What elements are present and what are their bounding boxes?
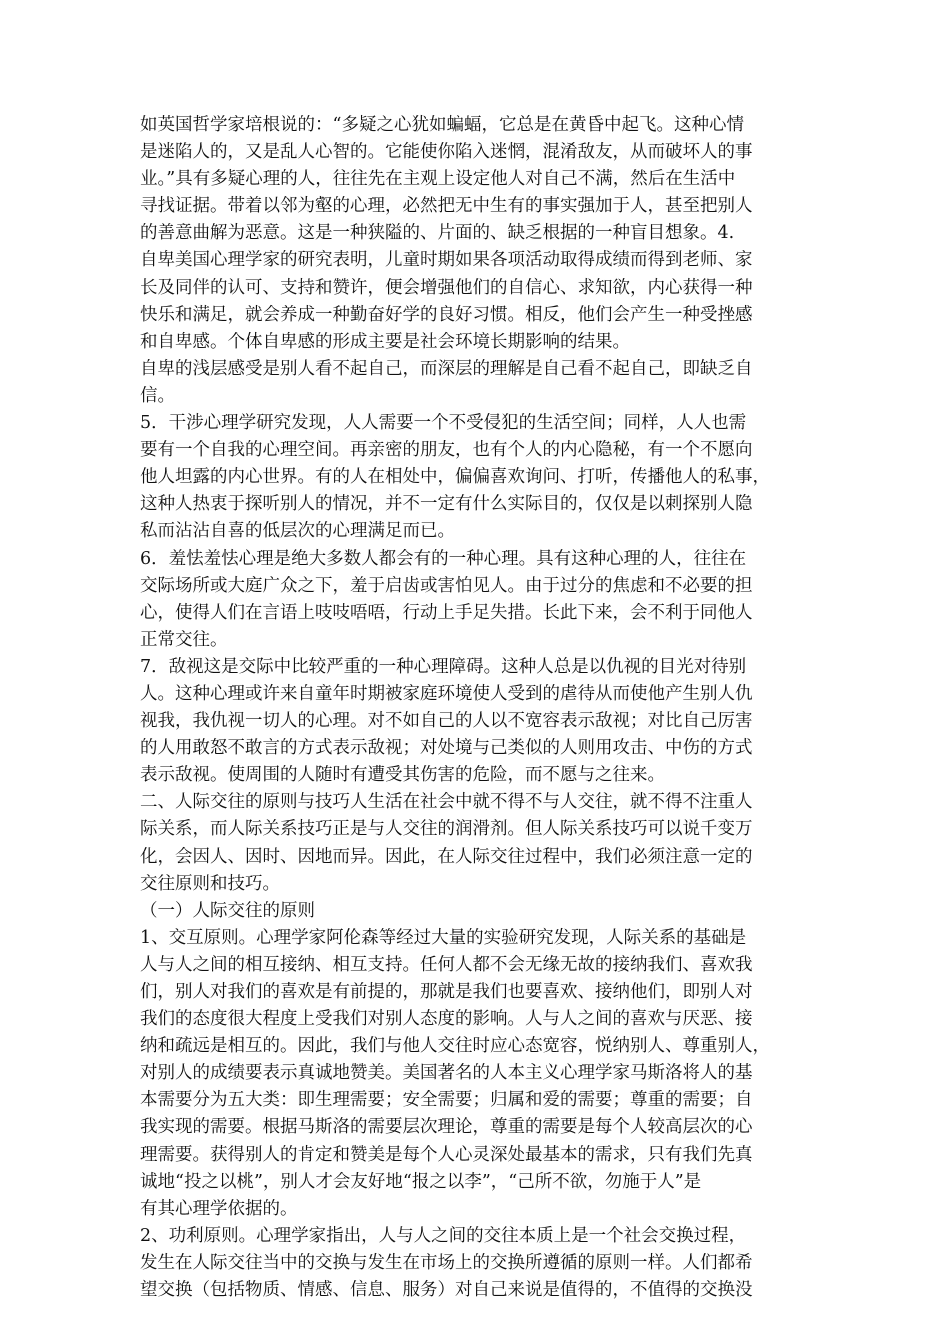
text-line: 际关系，而人际关系技巧正是与人交往的润滑剂。但人际关系技巧可以说千变万: [140, 819, 753, 840]
text-line: 这种人热衷于探听别人的情况，并不一定有什么实际目的，仅仅是以刺探别人隐: [140, 494, 753, 515]
text-line: 自卑的浅层感受是别人看不起自己，而深层的理解是自己看不起自己，即缺乏自: [140, 358, 753, 379]
text-line: 的人用敢怒不敢言的方式表示敌视；对处境与己类似的人则用攻击、中伤的方式: [140, 738, 753, 759]
text-line: 化，会因人、因时、因地而异。因此，在人际交往过程中，我们必须注意一定的: [140, 846, 753, 867]
text-line: 寻找证据。带着以邻为壑的心理，必然把无中生有的事实强加于人，甚至把别人: [140, 196, 753, 217]
text-line: 纳和疏远是相互的。因此，我们与他人交往时应心态宽容，悦纳别人、尊重别人，: [140, 1036, 770, 1057]
text-line: 7．敌视这是交际中比较严重的一种心理障碍。这种人总是以仇视的目光对待别: [140, 656, 747, 677]
text-line: 的善意曲解为恶意。这是一种狭隘的、片面的、缺乏根据的一种盲目想象。4.: [140, 223, 735, 244]
text-line: 诚地“投之以桃”，别人才会友好地“报之以李”，“己所不欲，勿施于人”是: [140, 1171, 702, 1192]
text-line: 业。”具有多疑心理的人，往往先在主观上设定他人对自己不满，然后在生活中: [140, 169, 736, 190]
text-line: 人。这种心理或许来自童年时期被家庭环境使人受到的虐待从而使他产生别人仇: [140, 683, 753, 704]
text-line: 和自卑感。个体自卑感的形成主要是社会环境长期影响的结果。: [140, 331, 630, 352]
text-line: 人与人之间的相互接纳、相互支持。任何人都不会无缘无故的接纳我们、喜欢我: [140, 954, 753, 975]
text-line: （一）人际交往的原则: [140, 900, 315, 921]
text-line: 长及同伴的认可、支持和赞许，便会增强他们的自信心、求知欲，内心获得一种: [140, 277, 753, 298]
text-line: 我实现的需要。根据马斯洛的需要层次理论，尊重的需要是每个人较高层次的心: [140, 1117, 753, 1138]
text-line: 我们的态度很大程度上受我们对别人态度的影响。人与人之间的喜欢与厌恶、接: [140, 1009, 753, 1030]
text-line: 望交换（包括物质、情感、信息、服务）对自己来说是值得的，不值得的交换没: [140, 1280, 753, 1301]
text-line: 理需要。获得别人的肯定和赞美是每个人心灵深处最基本的需求，只有我们先真: [140, 1144, 753, 1165]
text-line: 本需要分为五大类：即生理需要；安全需要；归属和爱的需要；尊重的需要；自: [140, 1090, 753, 1111]
text-line: 信。: [140, 385, 175, 406]
text-line: 正常交往。: [140, 629, 228, 650]
text-line: 交际场所或大庭广众之下，羞于启齿或害怕见人。由于过分的焦虑和不必要的担: [140, 575, 753, 596]
text-line: 发生在人际交往当中的交换与发生在市场上的交换所遵循的原则一样。人们都希: [140, 1252, 753, 1273]
text-line: 他人坦露的内心世界。有的人在相处中，偏偏喜欢询问、打听，传播他人的私事，: [140, 467, 770, 488]
text-line: 5．干涉心理学研究发现，人人需要一个不受侵犯的生活空间；同样，人人也需: [140, 413, 747, 434]
text-line: 心，使得人们在言语上吱吱唔唔，行动上手足失措。长此下来，会不利于同他人: [140, 602, 753, 623]
document-page: [140, 112, 820, 1304]
text-line: 自卑美国心理学家的研究表明，儿童时期如果各项活动取得成绩而得到老师、家: [140, 250, 753, 271]
text-line: 私而沾沾自喜的低层次的心理满足而已。: [140, 521, 455, 542]
text-line: 1、交互原则。心理学家阿伦森等经过大量的实验研究发现，人际关系的基础是: [140, 927, 747, 948]
text-line: 快乐和满足，就会养成一种勤奋好学的良好习惯。相反，他们会产生一种受挫感: [140, 304, 753, 325]
text-line: 二、人际交往的原则与技巧人生活在社会中就不得不与人交往，就不得不注重人: [140, 792, 753, 813]
text-line: 2、功利原则。心理学家指出，人与人之间的交往本质上是一个社会交换过程，: [140, 1225, 747, 1246]
text-line: 对别人的成绩要表示真诚地赞美。美国著名的人本主义心理学家马斯洛将人的基: [140, 1063, 753, 1084]
text-line: 是迷陷人的，又是乱人心智的。它能使你陷入迷惘，混淆敌友，从而破坏人的事: [140, 142, 753, 163]
text-line: 6．羞怯羞怯心理是绝大多数人都会有的一种心理。具有这种心理的人，往往在: [140, 548, 747, 569]
text-line: 表示敌视。使周围的人随时有遭受其伤害的危险，而不愿与之往来。: [140, 765, 665, 786]
text-line: 视我，我仇视一切人的心理。对不如自己的人以不宽容表示敌视；对比自己厉害: [140, 711, 753, 732]
text-line: 有其心理学依据的。: [140, 1198, 298, 1219]
text-line: 要有一个自我的心理空间。再亲密的朋友，也有个人的内心隐秘，有一个不愿向: [140, 440, 753, 461]
text-line: 如英国哲学家培根说的：“多疑之心犹如蝙蝠，它总是在黄昏中起飞。这种心情: [140, 115, 744, 135]
text-line: 交往原则和技巧。: [140, 873, 280, 894]
text-line: 们，别人对我们的喜欢是有前提的，那就是我们也要喜欢、接纳他们，即别人对: [140, 982, 753, 1002]
